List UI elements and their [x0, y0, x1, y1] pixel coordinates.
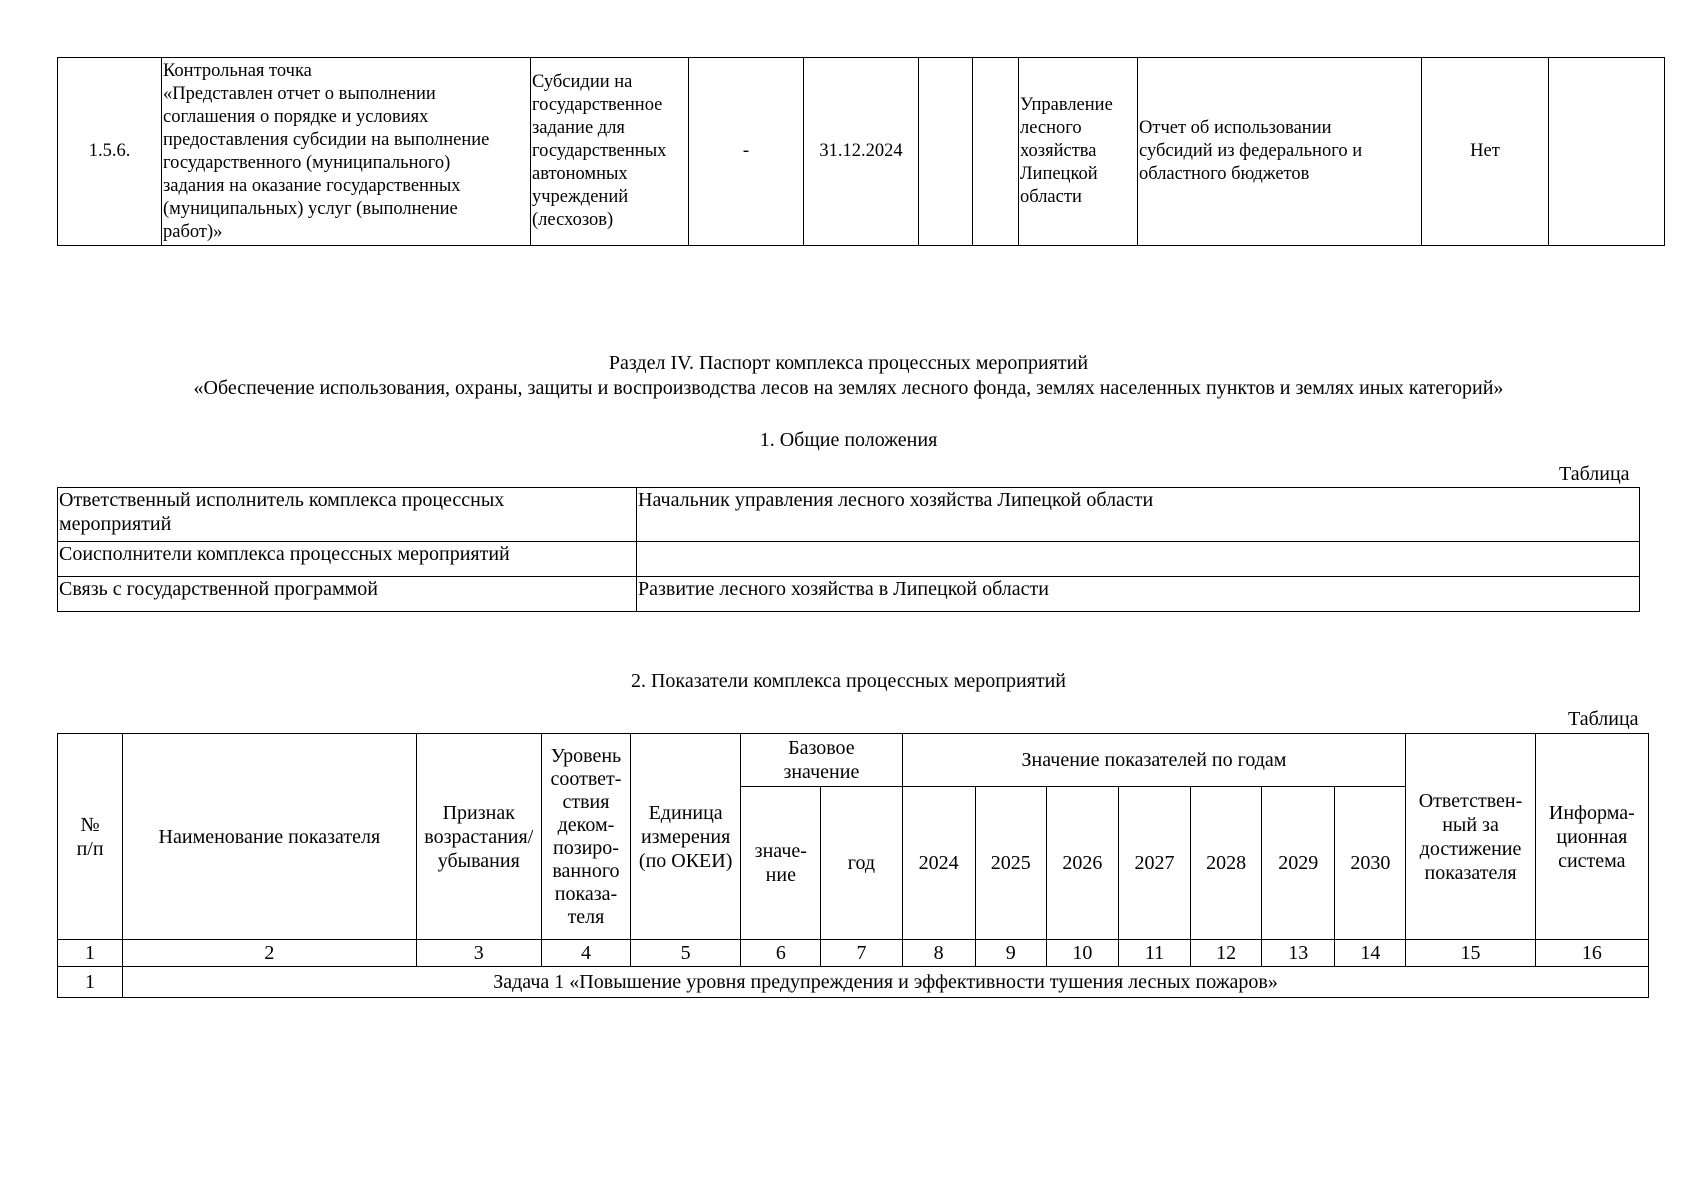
col-header-unit	[631, 734, 741, 940]
text-line: лесного	[1020, 118, 1082, 138]
text-line: Значение показателей по годам	[1021, 749, 1287, 771]
empty-cell	[1549, 58, 1665, 246]
column-number: 12	[1191, 940, 1262, 967]
text-line: позиро-	[552, 836, 619, 859]
column-number: 14	[1335, 940, 1406, 967]
col-header-years-group	[902, 734, 1406, 787]
column-number: 13	[1262, 940, 1335, 967]
text-line: государственное	[532, 95, 663, 115]
text-line: Наименование показателя	[158, 825, 381, 848]
col-header-year: 2027	[1118, 787, 1190, 940]
table-caption: Таблица	[1568, 708, 1639, 730]
text-line: Базовое	[788, 737, 855, 759]
table-row	[58, 577, 1640, 612]
column-number: 10	[1046, 940, 1118, 967]
col-header-name	[123, 734, 417, 940]
text-line: «Представлен отчет о выполнении	[163, 83, 436, 104]
row-label	[58, 577, 637, 612]
report-document	[1138, 58, 1422, 246]
task-number: 1	[58, 967, 123, 998]
table-row	[58, 542, 1640, 577]
text-line: Уровень	[550, 744, 622, 767]
header-row	[58, 734, 1649, 787]
text-line: Соисполнители комплекса процессных мероприятий	[59, 543, 510, 565]
text-line: соответ-	[550, 767, 622, 790]
text-line: (лесхозов)	[532, 210, 614, 230]
text-line: теля	[567, 905, 605, 928]
text-line: Отчет об использовании	[1139, 118, 1332, 138]
text-line: Единица	[648, 801, 723, 824]
col-header-base-year: год	[821, 787, 902, 940]
dash-cell: -	[689, 58, 804, 246]
text-line: ный за	[1442, 813, 1499, 836]
col-header-level	[541, 734, 630, 940]
text-line: предоставления субсидии на выполнение	[163, 129, 490, 150]
column-number: 8	[902, 940, 975, 967]
text-line: задания на оказание государственных	[163, 175, 461, 196]
text-line: Признак	[442, 801, 515, 824]
text-line: ционная	[1556, 825, 1628, 848]
text-line: Информа-	[1548, 801, 1635, 824]
col-header-year: 2024	[902, 787, 975, 940]
text-line: Связь с государственной программой	[59, 578, 378, 600]
column-number: 9	[975, 940, 1046, 967]
text-line: возрастания/	[424, 825, 534, 848]
text-line: убывания	[437, 849, 520, 872]
column-number: 2	[123, 940, 417, 967]
text-line: хозяйства	[1020, 141, 1097, 161]
text-line: значение	[783, 761, 860, 783]
text-line: Субсидии на	[532, 72, 633, 92]
row-label	[58, 488, 637, 542]
col-header-year: 2025	[975, 787, 1046, 940]
row-label	[58, 542, 637, 577]
column-number: 1	[58, 940, 123, 967]
row-number: 1.5.6.	[58, 58, 162, 246]
text-line: Липецкой	[1020, 164, 1098, 184]
column-number: 7	[821, 940, 902, 967]
text-line: Контрольная точка	[163, 60, 312, 81]
funding-source	[531, 58, 689, 246]
indicators-table	[57, 733, 1649, 998]
column-number: 4	[541, 940, 630, 967]
col-header-year: 2026	[1046, 787, 1118, 940]
col-header-trend	[416, 734, 541, 940]
text-line: субсидий из федерального и	[1139, 141, 1363, 161]
text-line: государственного (муниципального)	[163, 152, 451, 173]
text-line: Ответственный исполнитель комплекса процессных	[59, 489, 505, 511]
text-line: ствия	[562, 790, 610, 813]
text-line: измерения	[640, 825, 731, 848]
text-line: задание для	[532, 118, 625, 138]
text-line: значе-	[754, 840, 807, 862]
table-caption: Таблица	[1559, 463, 1630, 485]
general-provisions-table	[57, 487, 1640, 612]
text-line: мероприятий	[59, 513, 172, 535]
text-line: Управление	[1020, 95, 1113, 115]
empty-cell	[919, 58, 973, 246]
due-date: 31.12.2024	[804, 58, 919, 246]
text-line: ванного	[552, 859, 620, 882]
col-header-year: 2030	[1335, 787, 1406, 940]
empty-cell	[973, 58, 1019, 246]
text-line: система	[1558, 849, 1626, 872]
section-subtitle: «Обеспечение использования, охраны, защиты и воспроизводства лесов на землях лесного фонда, землях населенных пунктов и землях иных категорий»	[193, 377, 1504, 399]
text-line: Ответствен-	[1418, 789, 1523, 812]
col-header-year: 2028	[1191, 787, 1262, 940]
text-line: достижение	[1419, 837, 1522, 860]
text-line: (муниципальных) услуг (выполнение	[163, 198, 458, 219]
text-line: областного бюджетов	[1139, 164, 1310, 184]
row-value: Развитие лесного хозяйства в Липецкой области	[637, 577, 1640, 612]
text-line: показа-	[554, 882, 618, 905]
control-point-table	[57, 57, 1665, 246]
responsible-body	[1019, 58, 1138, 246]
text-line: ние	[765, 864, 796, 886]
general-heading: 1. Общие положения	[759, 429, 938, 451]
col-header-base-value	[741, 787, 821, 940]
text-line: п/п	[76, 837, 104, 860]
column-number: 6	[741, 940, 821, 967]
row-value: Начальник управления лесного хозяйства Липецкой области	[637, 488, 1640, 542]
text-line: работ)»	[163, 221, 223, 242]
information-system-flag: Нет	[1422, 58, 1549, 246]
column-number: 15	[1406, 940, 1535, 967]
column-number: 5	[631, 940, 741, 967]
col-header-system	[1535, 734, 1648, 940]
text-line: показателя	[1424, 861, 1517, 884]
row-value	[637, 542, 1640, 577]
table-row	[58, 488, 1640, 542]
col-header-number	[58, 734, 123, 940]
indicators-heading: 2. Показатели комплекса процессных мероприятий	[630, 670, 1066, 692]
col-header-responsible	[1406, 734, 1535, 940]
column-number: 3	[416, 940, 541, 967]
column-number-row	[58, 940, 1649, 967]
table-row	[58, 58, 1665, 246]
column-number: 16	[1535, 940, 1648, 967]
section-title: Раздел IV. Паспорт комплекса процессных мероприятий	[608, 352, 1089, 374]
text-line: (по ОКЕИ)	[638, 849, 733, 872]
text-line: соглашения о порядке и условиях	[163, 106, 429, 127]
task-row	[58, 967, 1649, 998]
text-line: учреждений	[532, 187, 629, 207]
control-point-name	[162, 58, 531, 246]
text-line: №	[80, 813, 100, 836]
text-line: деком-	[557, 813, 615, 836]
column-number: 11	[1118, 940, 1190, 967]
task-title: Задача 1 «Повышение уровня предупреждения и эффективности тушения лесных пожаров»	[123, 967, 1649, 998]
col-header-base	[741, 734, 902, 787]
text-line: области	[1020, 187, 1082, 207]
col-header-year: 2029	[1262, 787, 1335, 940]
text-line: автономных	[532, 164, 628, 184]
text-line: государственных	[532, 141, 667, 161]
